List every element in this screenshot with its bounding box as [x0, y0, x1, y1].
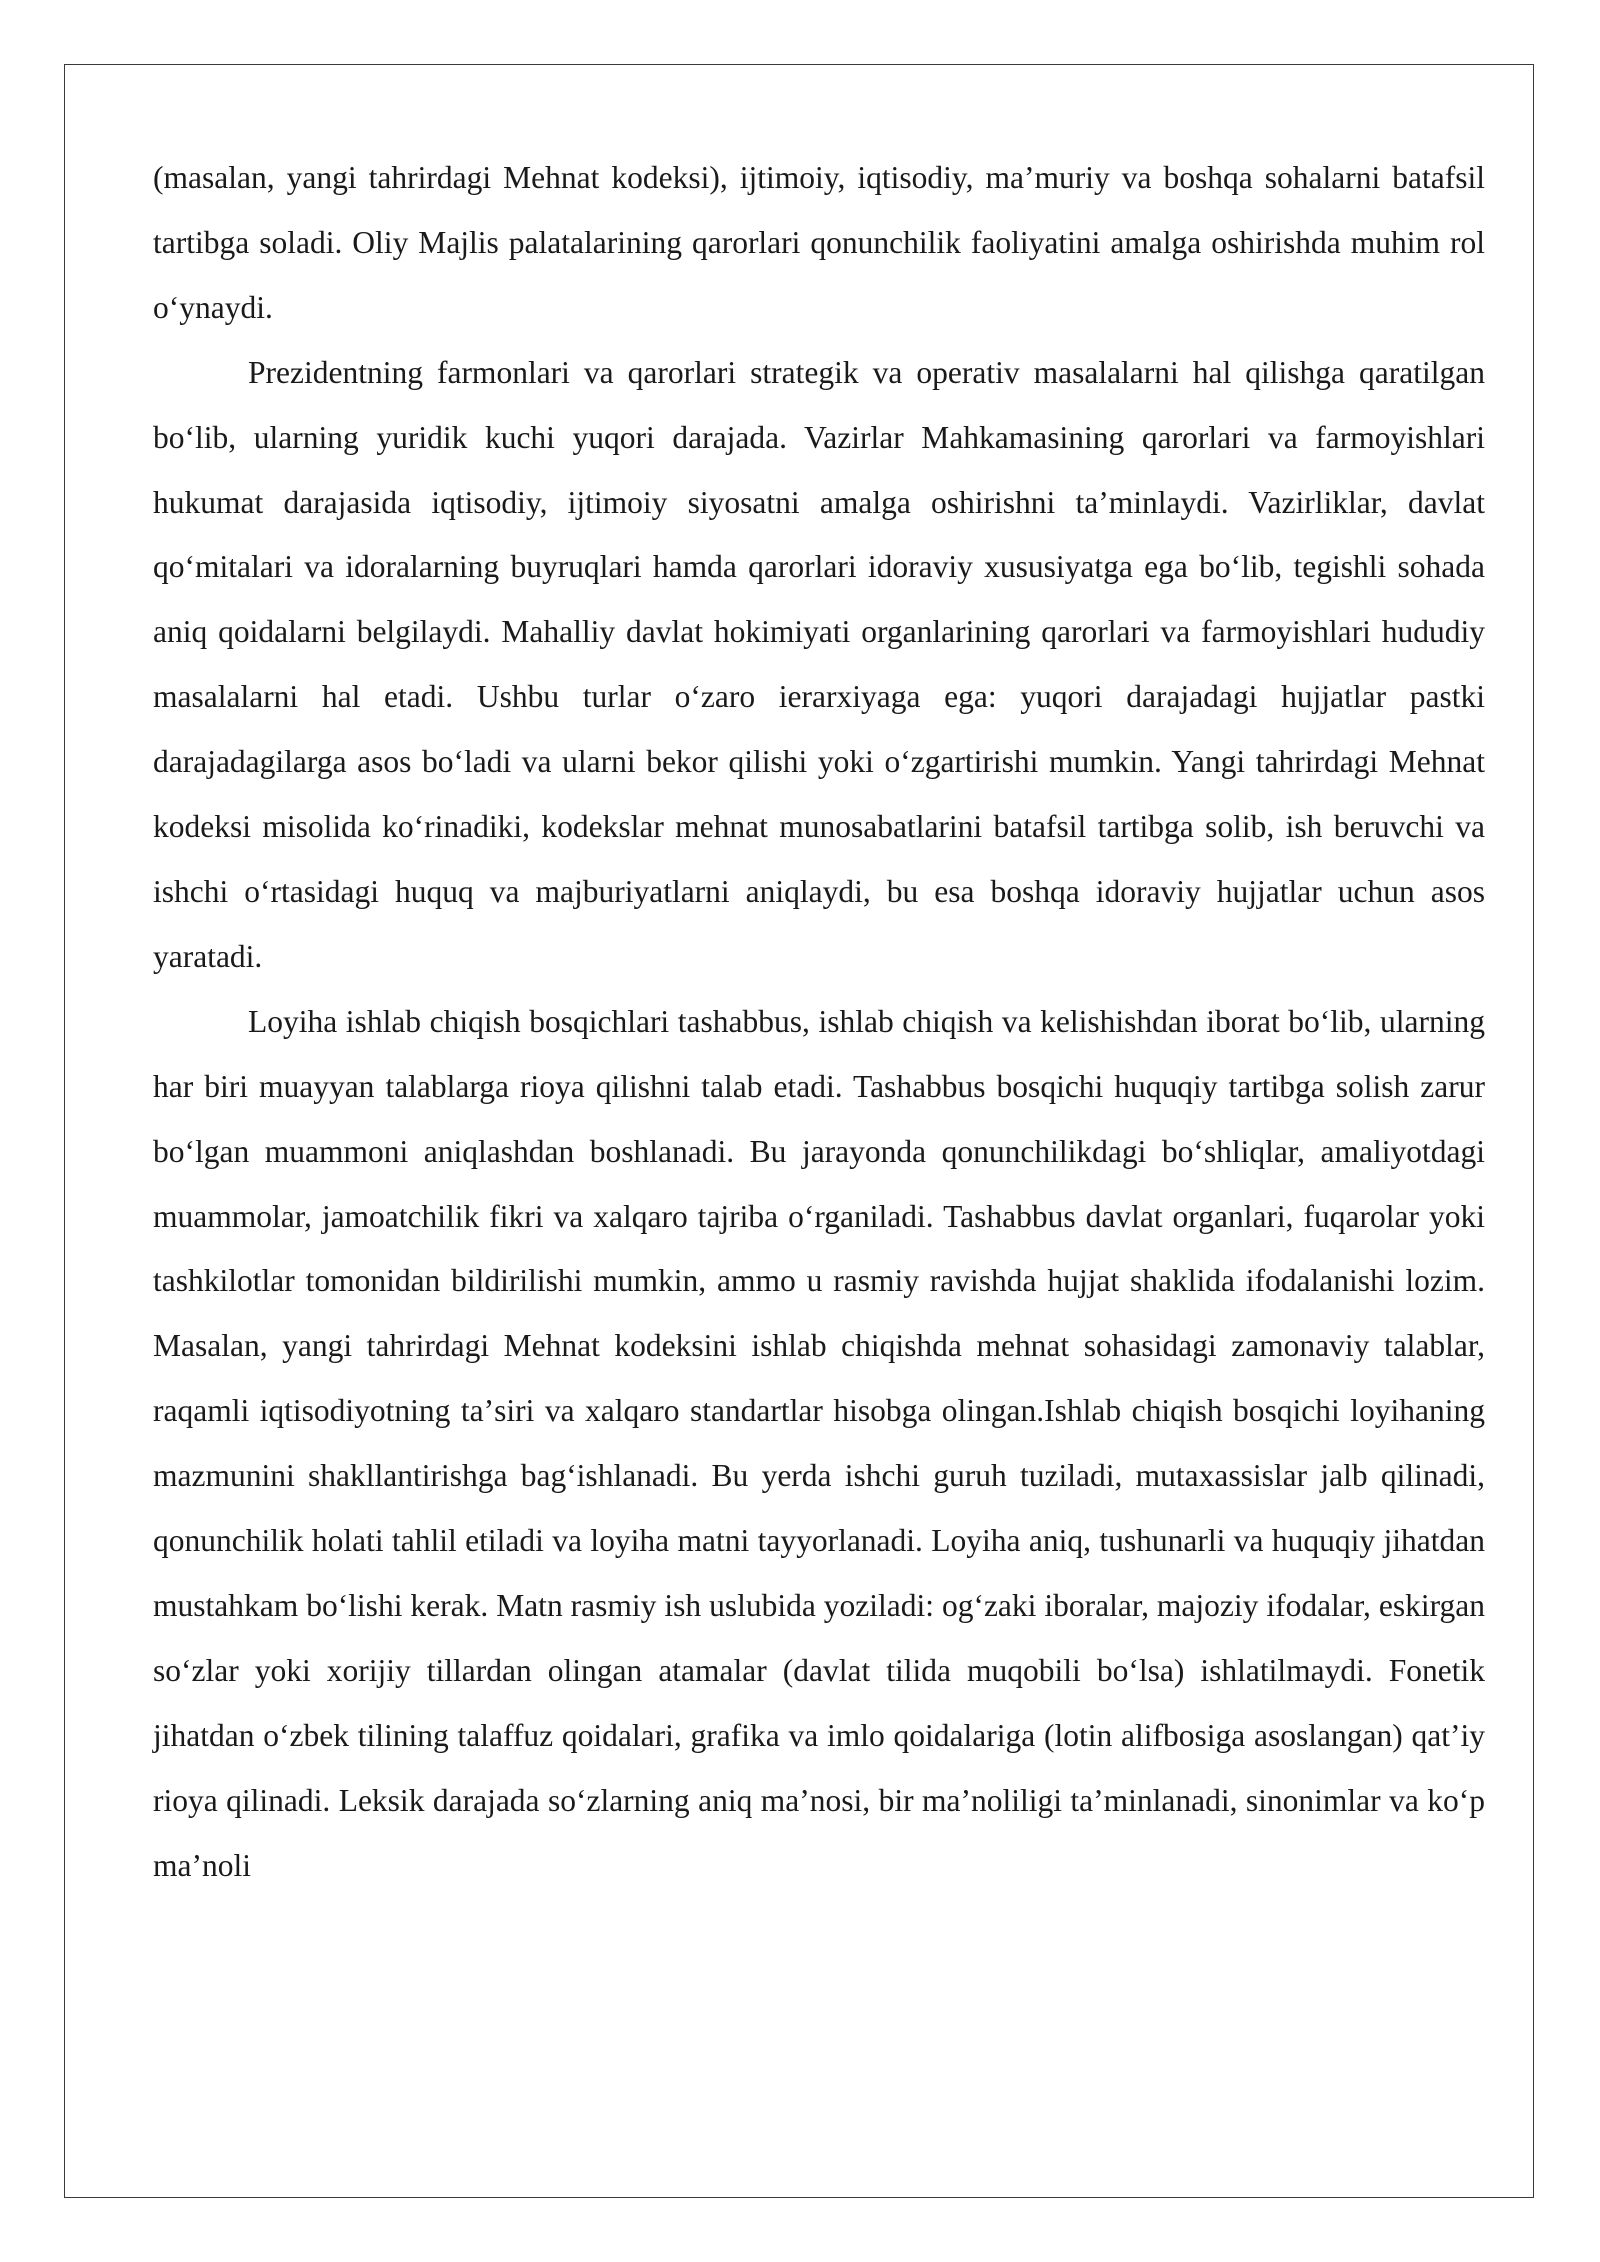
paragraph-1: (masalan, yangi tahrirdagi Mehnat kodeksi), ijtimoiy, iqtisodiy, maʼmuriy va boshqa sohalarni batafsil tartibga soladi. Oliy Majlis palatalarining qarorlari qonunchilik faoliyatini amalga oshirishda muhim rol oʻynaydi. [153, 160, 1485, 325]
document-body [153, 146, 1485, 1898]
paragraph-3: Loyiha ishlab chiqish bosqichlari tashabbus, ishlab chiqish va kelishishdan iborat boʻlib, ularning har biri muayyan talablarga rioya qilishni talab etadi. Tashabbus bosqichi huquqiy tartibga solish zarur boʻlgan muammoni aniqlashdan boshlanadi. Bu jarayonda qonunchilikdagi boʻshliqlar, amaliyotdagi muammolar, jamoatchilik fikri va xalqaro tajriba oʻrganiladi. Tashabbus davlat organlari, fuqarolar yoki tashkilotlar tomonidan bildirilishi mumkin, ammo u rasmiy ravishda hujjat shaklida ifodalanishi lozim. Masalan, yangi tahrirdagi Mehnat kodeksini ishlab chiqishda mehnat sohasidagi zamonaviy talablar, raqamli iqtisodiyotning taʼsiri va xalqaro standartlar hisobga olingan.Ishlab chiqish bosqichi loyihaning mazmunini shakllantirishga bagʻishlanadi. Bu yerda ishchi guruh tuziladi, mutaxassislar jalb qilinadi, qonunchilik holati tahlil etiladi va loyiha matni tayyorlanadi. Loyiha aniq, tushunarli va huquqiy jihatdan mustahkam boʻlishi kerak. Matn rasmiy ish uslubida yoziladi: ogʻzaki iboralar, majoziy ifodalar, eskirgan soʻzlar yoki xorijiy tillardan olingan atamalar (davlat tilida muqobili boʻlsa) ishlatilmaydi. Fonetik jihatdan oʻzbek tilining talaffuz qoidalari, grafika va imlo qoidalariga (lotin alifbosiga asoslangan) qatʼiy rioya qilinadi. Leksik darajada soʻzlarning aniq maʼnosi, bir maʼnoliligi taʼminlanadi, sinonimlar va koʻp maʼnoli [153, 1003, 1485, 1883]
paragraph-2: Prezidentning farmonlari va qarorlari strategik va operativ masalalarni hal qilishga qaratilgan boʻlib, ularning yuridik kuchi yuqori darajada. Vazirlar Mahkamasining qarorlari va farmoyishlari hukumat darajasida iqtisodiy, ijtimoiy siyosatni amalga oshirishni taʼminlaydi. Vazirliklar, davlat qoʻmitalari va idoralarning buyruqlari hamda qarorlari idoraviy xususiyatga ega boʻlib, tegishli sohada aniq qoidalarni belgilaydi. Mahalliy davlat hokimiyati organlarining qarorlari va farmoyishlari hududiy masalalarni hal etadi. Ushbu turlar oʻzaro ierarxiyaga ega: yuqori darajadagi hujjatlar pastki darajadagilarga asos boʻladi va ularni bekor qilishi yoki oʻzgartirishi mumkin. Yangi tahrirdagi Mehnat kodeksi misolida koʻrinadiki, kodekslar mehnat munosabatlarini batafsil tartibga solib, ish beruvchi va ishchi oʻrtasidagi huquq va majburiyatlarni aniqlaydi, bu esa boshqa idoraviy hujjatlar uchun asos yaratadi. [153, 354, 1485, 974]
